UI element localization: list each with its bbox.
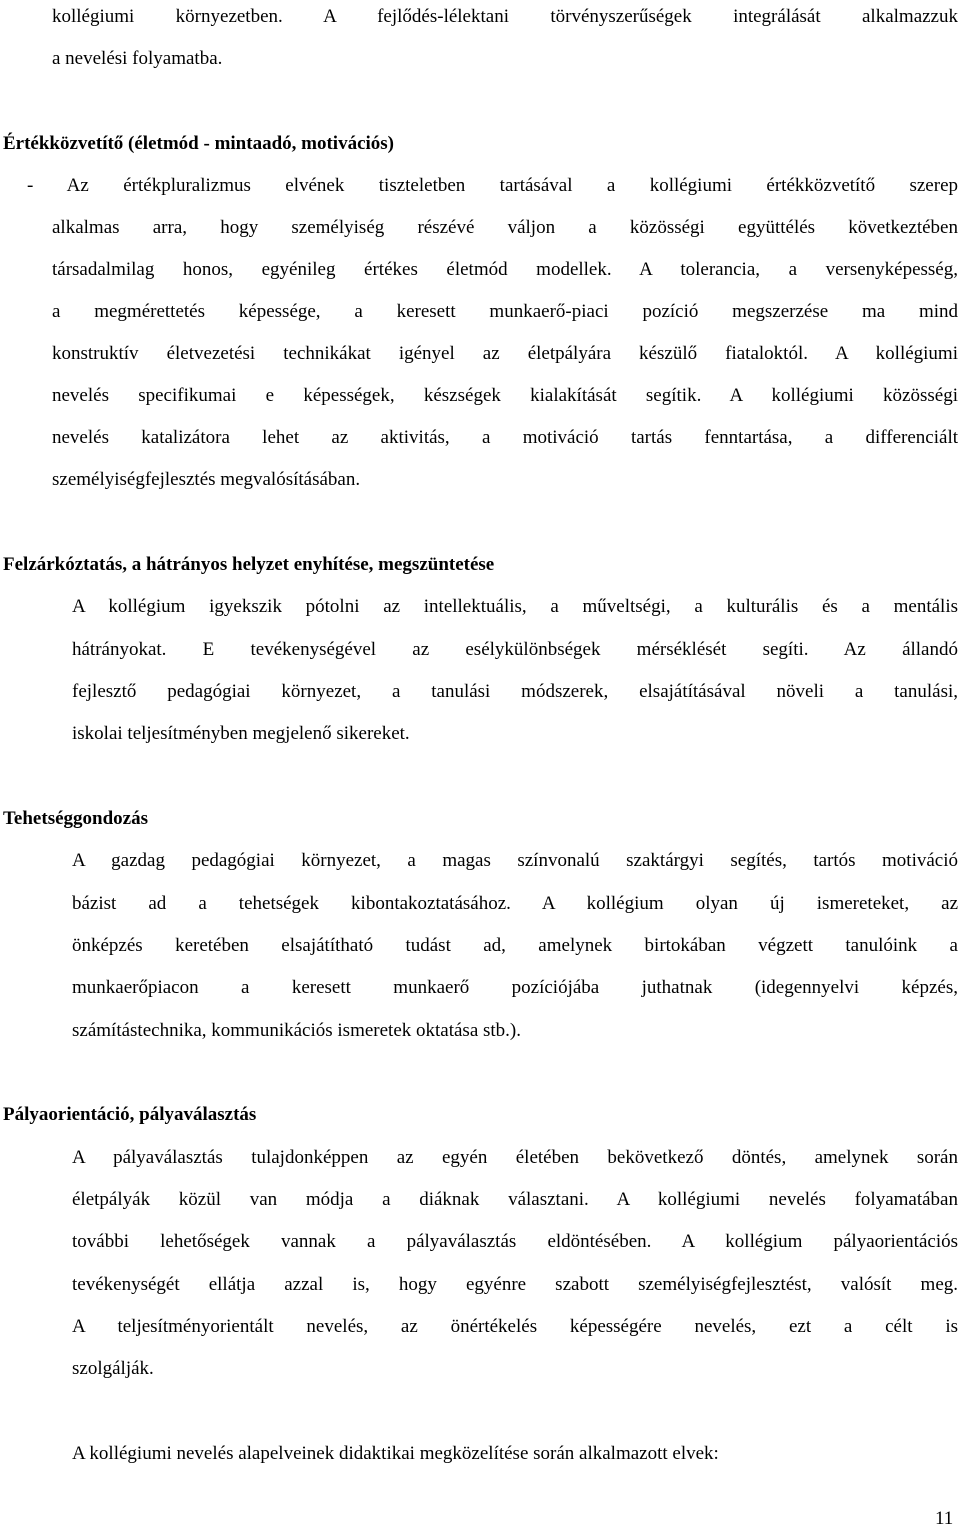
paragraph-line: iskolai teljesítményben megjelenő sikereket. <box>72 723 410 744</box>
section-heading: Felzárkóztatás, a hátrányos helyzet enyhítése, megszüntetése <box>3 554 495 575</box>
paragraph-line: társadalmilag honos, egyénileg értékes életmód modellek. A tolerancia, a versenyképesség, <box>52 259 958 280</box>
paragraph-line: nevelés katalizátora lehet az aktivitás, a motiváció tartás fenntartása, a differenciált <box>52 427 958 448</box>
page-number: 11 <box>935 1508 954 1529</box>
paragraph-line: kollégiumi környezetben. A fejlődés-lélektani törvényszerűségek integrálását alkalmazzuk <box>52 6 958 27</box>
paragraph-line: személyiségfejlesztés megvalósításában. <box>52 469 361 490</box>
paragraph-line: A gazdag pedagógiai környezet, a magas színvonalú szaktárgyi segítés, tartós motiváció <box>72 850 958 871</box>
paragraph-line: a nevelési folyamatba. <box>52 48 223 69</box>
paragraph-line: önképzés keretében elsajátítható tudást ad, amelynek birtokában végzett tanulóink a <box>72 935 958 956</box>
paragraph-line: tevékenységét ellátja azzal is, hogy egyénre szabott személyiségfejlesztést, valósít meg. <box>72 1274 958 1295</box>
paragraph-line: konstruktív életvezetési technikákat igényel az életpályára készülő fiataloktól. A kollégiumi <box>52 343 958 364</box>
paragraph-line: alkalmas arra, hogy személyiség részévé váljon a közösségi együttélés következtében <box>52 217 958 238</box>
paragraph-line: A kollégium igyekszik pótolni az intellektuális, a műveltségi, a kulturális és a mentális <box>72 596 958 617</box>
section-heading: Pályaorientáció, pályaválasztás <box>3 1104 257 1125</box>
paragraph-line: szolgálják. <box>72 1358 154 1379</box>
paragraph-line: A teljesítményorientált nevelés, az önértékelés képességére nevelés, ezt a célt is <box>72 1316 958 1337</box>
paragraph-line: A pályaválasztás tulajdonképpen az egyén életében bekövetkező döntés, amelynek során <box>72 1147 958 1168</box>
paragraph-line: hátrányokat. E tevékenységével az esélykülönbségek mérséklését segíti. Az állandó <box>72 639 958 660</box>
paragraph-line: életpályák közül van módja a diáknak választani. A kollégiumi nevelés folyamatában <box>72 1189 958 1210</box>
paragraph-line: bázist ad a tehetségek kibontakoztatásához. A kollégium olyan új ismereteket, az <box>72 893 958 914</box>
section-heading: Tehetséggondozás <box>3 808 148 829</box>
paragraph-line: munkaerőpiacon a keresett munkaerő pozíciójába juthatnak (idegennyelvi képzés, <box>72 977 958 998</box>
closing-line: A kollégiumi nevelés alapelveinek didaktikai megközelítése során alkalmazott elvek: <box>72 1443 719 1464</box>
paragraph-line: a megmérettetés képessége, a keresett munkaerő-piaci pozíció megszerzése ma mind <box>52 301 958 322</box>
section-heading: Értékközvetítő (életmód - mintaadó, motivációs) <box>3 133 395 154</box>
paragraph-line: nevelés specifikumai e képességek, készségek kialakítását segítik. A kollégiumi közösségi <box>52 385 958 406</box>
paragraph-line: - Az értékpluralizmus elvének tiszteletben tartásával a kollégiumi értékközvetítő szerep <box>27 175 958 196</box>
paragraph-line: további lehetőségek vannak a pályaválasztás eldöntésében. A kollégium pályaorientációs <box>72 1231 958 1252</box>
paragraph-line: számítástechnika, kommunikációs ismeretek oktatása stb.). <box>72 1020 522 1041</box>
paragraph-line: fejlesztő pedagógiai környezet, a tanulási módszerek, elsajátításával növeli a tanulási, <box>72 681 958 702</box>
